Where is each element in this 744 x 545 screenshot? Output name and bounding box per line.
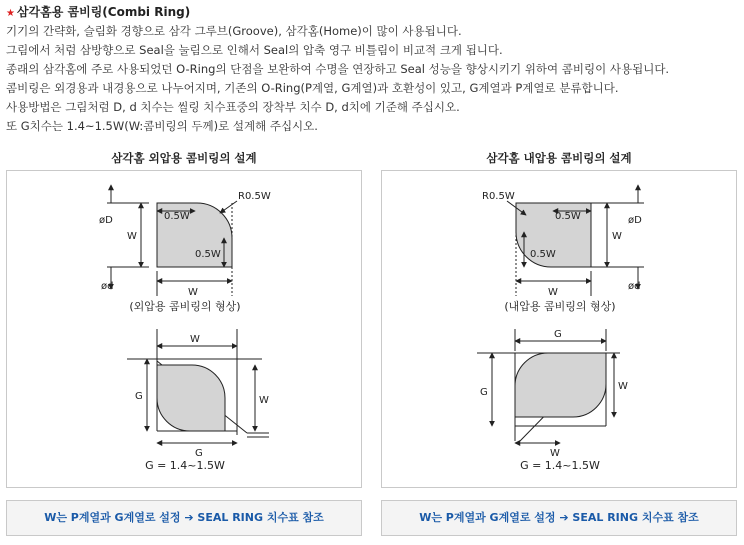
right-seal-installed — [515, 353, 606, 417]
paragraph-line: 콤비링은 외경용과 내경용으로 나누어지며, 기존의 O-Ring(P계열, G계열)과 호환성이 있고, G계열과 P계열로 분류합니다. — [6, 81, 619, 95]
page-title-text: 삼각홈용 콤비링(Combi Ring) — [16, 5, 191, 19]
right-label-w-side: W — [618, 381, 628, 392]
left-label-w-side: W — [259, 395, 269, 406]
left-formula: G = 1.4~1.5W — [145, 459, 225, 472]
page-title — [6, 3, 190, 20]
left-label-w-horizontal: W — [188, 287, 198, 298]
left-label-half-w-side: 0.5W — [195, 249, 221, 260]
left-caption: (외압용 콤비링의 형상) — [129, 300, 241, 313]
right-diagram-panel — [381, 170, 737, 488]
star-icon: ★ — [6, 8, 15, 19]
right-label-radius: R0.5W — [482, 191, 515, 202]
right-label-w-horizontal: W — [548, 287, 558, 298]
left-label-w-vertical: W — [127, 231, 137, 242]
left-seal-ring-link[interactable]: W는 P계열과 G계열로 설정 ➔ SEAL RING 치수표 참조 — [6, 500, 362, 536]
left-label-w-bottom: W — [190, 334, 200, 345]
right-label-half-w-top: 0.5W — [555, 211, 581, 222]
paragraph-line: 기기의 간략화, 슬림화 경향으로 삼각 그루브(Groove), 삼각홈(Home)이 많이 사용됩니다. — [6, 24, 462, 38]
left-label-radius: R0.5W — [238, 191, 271, 202]
right-label-dD: øD — [628, 215, 642, 226]
left-label-g-vertical: G — [135, 391, 143, 402]
right-label-g-vertical: G — [480, 387, 488, 398]
paragraph-line: 또 G치수는 1.4~1.5W(W:콤비링의 두께)로 설계해 주십시오. — [6, 119, 318, 133]
left-diagram — [7, 171, 363, 489]
right-label-w-vertical: W — [612, 231, 622, 242]
right-label-dd: ød — [628, 281, 641, 292]
left-seal-installed — [157, 365, 225, 431]
left-diagram-title: 삼각홈 외압용 콤비링의 설계 — [111, 151, 257, 165]
paragraph-line: 사용방법은 그림처럼 D, d 치수는 씰링 치수표중의 장착부 치수 D, d치에 기준해 주십시오. — [6, 100, 460, 114]
left-label-dD: øD — [99, 215, 113, 226]
right-formula: G = 1.4~1.5W — [520, 459, 600, 472]
left-label-half-w-top: 0.5W — [164, 211, 190, 222]
right-label-w-bottom: W — [550, 448, 560, 459]
left-diagram-panel — [6, 170, 362, 488]
right-seal-ring-link[interactable]: W는 P계열과 G계열로 설정 ➔ SEAL RING 치수표 참조 — [381, 500, 737, 536]
right-diagram — [382, 171, 738, 489]
description — [6, 22, 669, 136]
right-label-half-w-side: 0.5W — [530, 249, 556, 260]
right-diagram-title: 삼각홈 내압용 콤비링의 설계 — [486, 151, 632, 165]
paragraph-line: 그림에서 처럼 삼방향으로 Seal을 눌림으로 인해서 Seal의 압축 영구 비틀림이 비교적 크게 됩니다. — [6, 43, 503, 57]
right-label-g-horizontal: G — [554, 329, 562, 340]
right-caption: (내압용 콤비링의 형상) — [504, 300, 616, 313]
left-label-dd: ød — [101, 281, 114, 292]
left-label-g-horizontal: G — [195, 448, 203, 459]
paragraph-line: 종래의 삼각홈에 주로 사용되었던 O-Ring의 단점을 보완하여 수명을 연장하고 Seal 성능을 향상시키기 위하여 콤비링이 사용됩니다. — [6, 62, 670, 76]
